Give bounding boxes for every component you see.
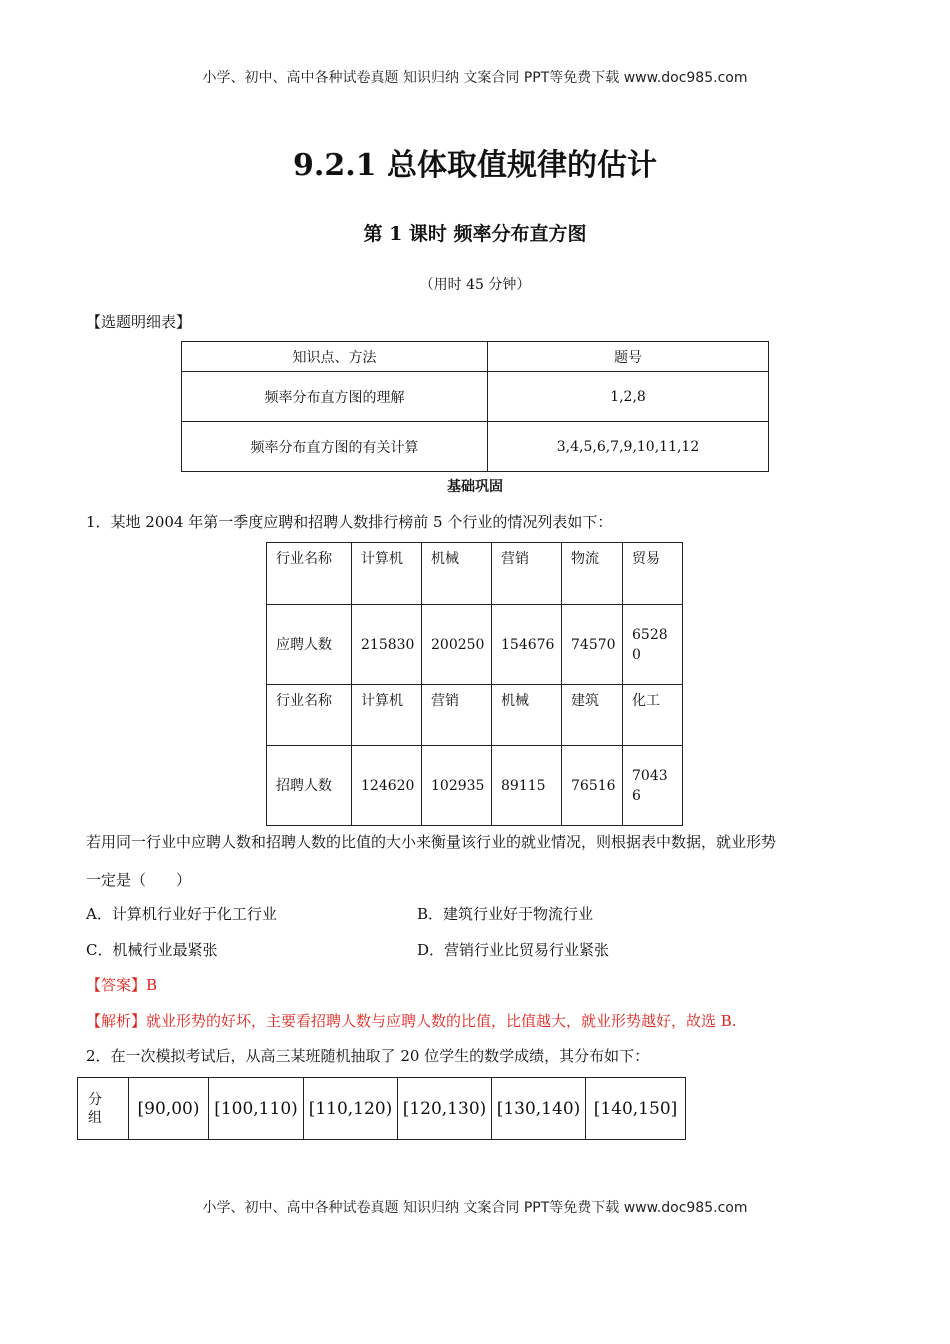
q1-cell: 计算机 [352,685,422,746]
q1-cell: 76516 [562,746,623,826]
q1-analysis: 【解析】就业形势的好坏，主要看招聘人数与应聘人数的比值，比值越大，就业形势越好，故选 B. [86,1012,737,1030]
q2-group: [130,140) [492,1078,586,1140]
q1-cell: 机械 [492,685,562,746]
page-footer: 小学、初中、高中各种试卷真题 知识归纳 文案合同 PPT等免费下载 www.doc985.com [202,1200,748,1216]
q1-cell: 89115 [492,746,562,826]
detail-header-number: 题号 [488,342,769,372]
q2-group: [90,00) [129,1078,209,1140]
q1-table [266,542,683,826]
detail-row-topic: 频率分布直方图的理解 [182,372,488,422]
detail-table [181,341,769,472]
q1-option-b: B．建筑行业好于物流行业 [417,905,594,923]
q1-cell: 营销 [492,543,562,605]
q1-cell: 建筑 [562,685,623,746]
q1-cell: 74570 [562,605,623,685]
q2-group-label: 分组 [78,1078,129,1140]
q1-cell: 行业名称 [267,685,352,746]
q1-cell: 计算机 [352,543,422,605]
q2-group: [120,130) [398,1078,492,1140]
q1-cell: 应聘人数 [267,605,352,685]
q1-cell: 物流 [562,543,623,605]
q1-cell: 营销 [422,685,492,746]
q1-option-d: D．营销行业比贸易行业紧张 [417,941,610,959]
q1-cell: 65280 [623,605,683,685]
q1-cell: 贸易 [623,543,683,605]
q1-cell: 机械 [422,543,492,605]
q2-group: [140,150] [586,1078,686,1140]
q1-cell: 102935 [422,746,492,826]
page-header: 小学、初中、高中各种试卷真题 知识归纳 文案合同 PPT等免费下载 www.doc985.com [202,70,748,86]
q1-stem: 1．某地 2004 年第一季度应聘和招聘人数排行榜前 5 个行业的情况列表如下： [86,513,613,531]
q1-cell: 化工 [623,685,683,746]
q1-answer: 【答案】B [86,976,158,994]
q2-table [77,1077,686,1140]
detail-row-topic: 频率分布直方图的有关计算 [182,422,488,472]
section-heading: 基础巩固 [447,479,503,495]
lesson-subtitle: 第 1 课时 频率分布直方图 [363,223,587,245]
q1-option-c: C．机械行业最紧张 [86,941,218,959]
detail-row-number: 3,4,5,6,7,9,10,11,12 [488,422,769,472]
q1-question: 一定是（ ） [86,871,192,889]
detail-row-number: 1,2,8 [488,372,769,422]
q1-cell: 招聘人数 [267,746,352,826]
q1-cell: 70436 [623,746,683,826]
q1-cell: 154676 [492,605,562,685]
time-note: （用时 45 分钟） [419,277,531,293]
q2-group: [110,120) [304,1078,398,1140]
q1-cell: 124620 [352,746,422,826]
detail-header-topic: 知识点、方法 [182,342,488,372]
q1-option-a: A．计算机行业好于化工行业 [86,905,277,923]
q1-cell: 行业名称 [267,543,352,605]
q2-group: [100,110) [209,1078,304,1140]
q1-cell: 200250 [422,605,492,685]
q1-cell: 215830 [352,605,422,685]
q1-condition: 若用同一行业中应聘人数和招聘人数的比值的大小来衡量该行业的就业情况，则根据表中数据，就业形势 [86,833,777,851]
page-title: 9.2.1 总体取值规律的估计 [293,148,657,183]
detail-label: 【选题明细表】 [86,313,192,331]
q2-stem: 2．在一次模拟考试后，从高三某班随机抽取了 20 位学生的数学成绩，其分布如下： [86,1047,650,1065]
